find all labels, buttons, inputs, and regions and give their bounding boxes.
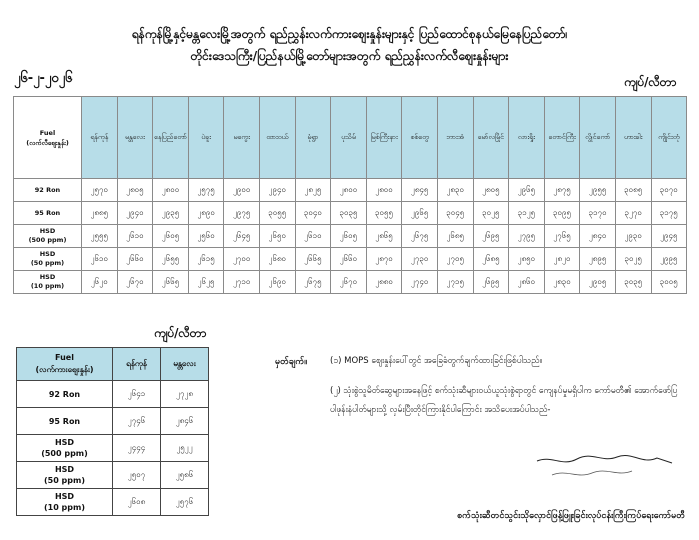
row-label-fuel-type: HSD (500 ppm): [17, 435, 113, 462]
row-label-fuel-type: 95 Ron: [14, 202, 82, 225]
price-cell: ၂၉၃၀: [615, 225, 651, 248]
price-cell: ၂၆၀၅: [153, 225, 189, 248]
price-cell: ၂၆၇၀: [331, 271, 367, 294]
price-cell: ၂၆၁၀: [82, 248, 118, 271]
column-header-city: မန္တလေး: [117, 97, 153, 179]
price-cell: ၂၅၇၆: [161, 489, 209, 516]
column-header-city: ရန်ကုန်: [82, 97, 118, 179]
column-header-city: ရန်ကုန်: [113, 348, 161, 381]
price-cell: ၂၅၅၅: [82, 225, 118, 248]
note-2: (၂) သုံးစွဲသူမိတ်ဆွေများအနေဖြင့် စက်သုံးဆီများဝယ်ယူသုံးစွဲရာတွင် ကျေနပ်မှုမရှိပါက ကော်မတီ၏ အောက်ဖော်ပြပါဖုန်းနံပါတ်များသို့ လှမ်းပြီးတိုင်ကြားနိုင်ပါကြောင်း အသိပေးအပ်ပါသည်-: [330, 386, 678, 415]
title-line-2: တိုင်းဒေသကြီး/ပြည်နယ်မြို့တော်များအတွက် ရည်ညွှန်းလက်လီဈေးနှုန်းများ: [190, 49, 509, 63]
column-header-city: မကွေး: [224, 97, 260, 179]
price-cell: ၃၁၇၅: [651, 202, 687, 225]
table-row: [14, 202, 687, 225]
price-cell: ၂၆၄၅: [224, 225, 260, 248]
price-cell: ၂၅၇၀: [82, 179, 118, 202]
price-cell: ၂၆၀၅: [331, 225, 367, 248]
price-cell: ၃၁၇၀: [580, 202, 616, 225]
price-cell: ၂၉၅၅: [580, 179, 616, 202]
price-cell: ၂၆၆၅: [153, 271, 189, 294]
price-cell: ၂၆၄၁: [113, 381, 161, 408]
price-cell: ၂၈၀၀: [366, 179, 402, 202]
price-cell: ၂၆၈၅: [473, 248, 509, 271]
row-label-fuel-type: 92 Ron: [17, 381, 113, 408]
price-cell: ၂၈၇၀: [366, 248, 402, 271]
price-cell: ၂၉၄၀: [259, 179, 295, 202]
price-cell: ၂၈၂၀: [544, 248, 580, 271]
price-cell: ၂၉၆၅: [402, 202, 438, 225]
column-header-city: ဟားခါး: [615, 97, 651, 179]
price-cell: ၂၅၀၇: [113, 462, 161, 489]
table-row: [17, 462, 209, 489]
row-label-fuel-type: 92 Ron: [14, 179, 82, 202]
price-cell: ၂၈၆၀: [509, 271, 545, 294]
column-header-city: လွိုင်ကော်: [580, 97, 616, 179]
price-cell: ၂၇၀၀: [224, 248, 260, 271]
price-cell: ၂၈၈၀: [366, 271, 402, 294]
price-cell: ၂၈၄၅: [402, 179, 438, 202]
price-cell: ၂၈၂၅: [295, 179, 331, 202]
price-cell: ၂၈၇၅: [544, 179, 580, 202]
price-cell: ၂၆၆၅: [295, 248, 331, 271]
price-cell: ၂၅၂၂: [161, 435, 209, 462]
column-header-city: ပဲခူး: [188, 97, 224, 179]
price-cell: ၂၈၄၀: [580, 225, 616, 248]
price-cell: ၂၅၇၅: [188, 179, 224, 202]
price-cell: ၂၆၈၅: [437, 225, 473, 248]
table-row: [14, 225, 687, 248]
price-cell: ၃၀၄၀: [295, 202, 331, 225]
price-cell: ၂၇၀၅: [437, 248, 473, 271]
row-label-fuel-type: HSD (500 ppm): [14, 225, 82, 248]
price-cell: ၂၇၁၅: [437, 271, 473, 294]
price-cell: ၂၆၉၅: [473, 225, 509, 248]
table-row: [17, 381, 209, 408]
price-cell: ၂၇၃၀: [402, 248, 438, 271]
note-1: (၁) MOPS ဈေးနှုန်းပေါ်တွင် အခြေခံတွက်ချက်ထားခြင်းဖြစ်ပါသည်။: [330, 356, 543, 366]
column-header-city: မန္တလေး: [161, 348, 209, 381]
price-cell: ၂၆၅၅: [153, 248, 189, 271]
price-cell: ၂၅၆၀: [188, 225, 224, 248]
price-cell: ၃၀၂၅: [473, 202, 509, 225]
price-cell: ၃၀၂၅: [615, 248, 651, 271]
column-header-city: ဘားအံ: [437, 97, 473, 179]
column-header-city: ထားဝယ်: [259, 97, 295, 179]
price-cell: ၃၀၃၅: [615, 271, 651, 294]
price-cell: ၂၉၄၀: [117, 202, 153, 225]
column-header-city: မြစ်ကြီးနား: [366, 97, 402, 179]
price-cell: ၂၇၆၅: [544, 225, 580, 248]
price-cell: ၂၈၆၅: [366, 225, 402, 248]
column-header-city: တောင်ကြီး: [544, 97, 580, 179]
report-date: ၂၆-၂-၂၀၂၆: [14, 71, 73, 86]
price-cell: ၂၆၅၀: [259, 225, 295, 248]
price-cell: ၂၆၈၀: [259, 248, 295, 271]
table-row: [14, 248, 687, 271]
price-cell: ၂၈၅၀: [509, 248, 545, 271]
column-header-city: မုံရွာ: [295, 97, 331, 179]
price-cell: ၂၈၃၀: [437, 179, 473, 202]
price-cell: ၂၉၇၅: [224, 202, 260, 225]
wholesale-unit: ကျပ်/လီတာ: [154, 326, 207, 340]
price-cell: ၂၆၉၀: [259, 271, 295, 294]
price-cell: ၂၆၆၀: [117, 248, 153, 271]
price-cell: ၃၀၀၅: [651, 271, 687, 294]
price-cell: ၂၇၄၆: [113, 408, 161, 435]
price-cell: ၃၀၃၅: [331, 202, 367, 225]
price-cell: ၃၁၂၅: [509, 202, 545, 225]
title-line-1: ရန်ကုန်မြို့နှင့်မန္တလေးမြို့အတွက် ရည်ညွှန်းလက်ကားဈေးနှုန်းများနှင့် ပြည်ထောင်စုနယ်မြေနေပြည်တော်၊: [131, 27, 568, 41]
price-cell: ၂၆၇၀: [117, 271, 153, 294]
row-label-fuel-type: 95 Ron: [17, 408, 113, 435]
price-cell: ၂၆၁၅: [188, 248, 224, 271]
table-row: [14, 271, 687, 294]
notes-label: မှတ်ချက်။: [275, 357, 307, 367]
price-cell: ၂၈၀၀: [331, 179, 367, 202]
wholesale-price-table: [16, 347, 209, 516]
price-cell: ၂၆၂၅: [188, 271, 224, 294]
committee-footer: စက်သုံးဆီတင်သွင်းသိုလှောင်ဖြန့်ဖြူးခြင်းလုပ်ငန်းကြီးကြပ်ရေးကော်မတီ: [457, 511, 685, 521]
price-cell: ၂၈၀၅: [117, 179, 153, 202]
price-cell: ၂၆၂၀: [82, 271, 118, 294]
price-cell: ၂၈၉၀: [188, 202, 224, 225]
price-cell: ၃၀၅၅: [259, 202, 295, 225]
price-cell: ၂၈၄၆: [161, 408, 209, 435]
price-cell: ၃၀၅၅: [366, 202, 402, 225]
table-row: [14, 179, 687, 202]
price-cell: ၂၉၆၅: [509, 179, 545, 202]
price-cell: ၂၉၉၅: [651, 248, 687, 271]
price-cell: ၂၉၀၅: [580, 271, 616, 294]
price-cell: ၂၆၆၀: [331, 248, 367, 271]
price-cell: ၂၈၃၀: [544, 271, 580, 294]
price-cell: ၂၇၄၀: [402, 271, 438, 294]
retail-price-table: [13, 96, 687, 294]
fuel-header: Fuel (လက်ကားဈေးနှုန်း): [17, 348, 113, 381]
price-cell: ၂၈၉၅: [580, 248, 616, 271]
price-cell: ၂၉၃၅: [153, 202, 189, 225]
price-cell: ၃၀၇၀: [651, 179, 687, 202]
column-header-city: မော်လမြိုင်: [473, 97, 509, 179]
price-cell: ၂၈၈၅: [82, 202, 118, 225]
price-cell: ၂၅၈၆: [161, 462, 209, 489]
price-cell: ၂၆၇၅: [402, 225, 438, 248]
fuel-header: Fuel (လက်လီဈေးနှုန်း): [14, 97, 82, 179]
price-cell: ၃၀၉၅: [544, 202, 580, 225]
price-cell: ၃၀၄၅: [437, 202, 473, 225]
table-row: [17, 435, 209, 462]
phone-numbers-signature: [532, 449, 682, 483]
price-cell: ၂၇၁၀: [224, 271, 260, 294]
price-cell: ၃၀၈၅: [615, 179, 651, 202]
retail-unit: ကျပ်/လီတာ: [624, 75, 677, 89]
column-header-city: စစ်တွေ: [402, 97, 438, 179]
price-cell: ၂၆၁၀: [117, 225, 153, 248]
table-row: [17, 408, 209, 435]
price-cell: ၂၄၄၄: [113, 435, 161, 462]
price-cell: ၂၇၉၅: [509, 225, 545, 248]
row-label-fuel-type: HSD (50 ppm): [14, 248, 82, 271]
price-cell: ၂၉၀၀: [224, 179, 260, 202]
price-cell: ၂၈၀၅: [473, 179, 509, 202]
row-label-fuel-type: HSD (50 ppm): [17, 462, 113, 489]
column-header-city: ပုသိမ်: [331, 97, 367, 179]
price-cell: ၂၆၁၀: [295, 225, 331, 248]
price-cell: ၂၆၉၅: [473, 271, 509, 294]
price-cell: ၂၉၄၅: [651, 225, 687, 248]
price-cell: ၂၆၀၈: [113, 489, 161, 516]
price-cell: ၃၂၇၀: [615, 202, 651, 225]
table-row: [17, 489, 209, 516]
column-header-city: ကျိုင်းတုံ: [651, 97, 687, 179]
column-header-city: နေပြည်တော်: [153, 97, 189, 179]
row-label-fuel-type: HSD (10 ppm): [17, 489, 113, 516]
price-cell: ၂၇၂၈: [161, 381, 209, 408]
price-cell: ၂၆၇၅: [295, 271, 331, 294]
row-label-fuel-type: HSD (10 ppm): [14, 271, 82, 294]
price-cell: ၂၈၀၀: [153, 179, 189, 202]
column-header-city: လားရှိုး: [509, 97, 545, 179]
